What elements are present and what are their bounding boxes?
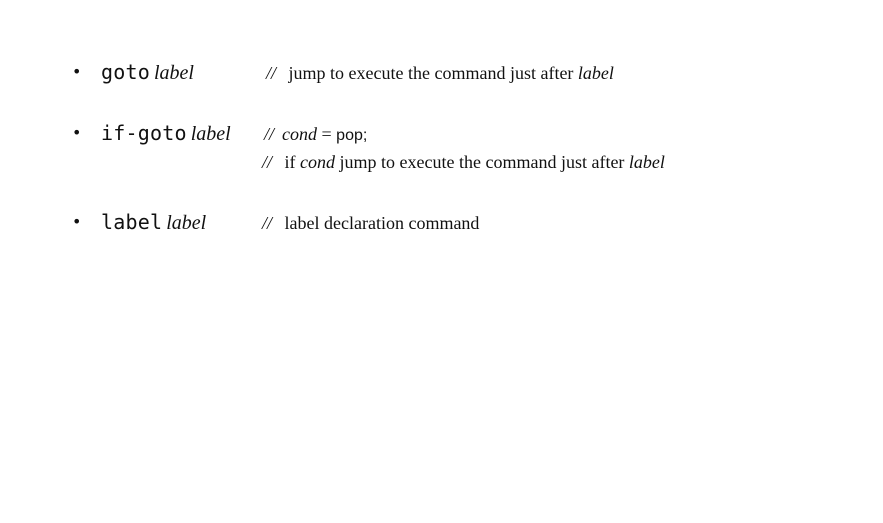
bullet: •: [72, 123, 82, 142]
command-argument: label: [190, 123, 231, 145]
command-keyword: label: [101, 210, 163, 234]
bullet: •: [72, 212, 82, 231]
comment-prefix: if: [284, 152, 296, 172]
comment-text: jump to execute the command just after: [288, 63, 574, 83]
comment-italic-cond: cond: [282, 124, 318, 144]
command-keyword: goto: [101, 60, 150, 84]
command-syntax: [101, 60, 194, 87]
comment-line: [262, 151, 665, 173]
comment-text: jump to execute the command just after: [339, 152, 625, 172]
comment-equals: =: [317, 124, 337, 144]
comment-italic-label: label: [577, 63, 614, 83]
comment-line: [266, 62, 614, 84]
command-argument: label: [166, 212, 207, 234]
command-argument: label: [153, 62, 194, 84]
comment-line: [264, 123, 367, 147]
command-syntax: [101, 121, 231, 148]
comment-slashes: //: [266, 63, 277, 83]
comment-slashes: //: [262, 213, 273, 233]
comment-italic-cond: cond: [300, 152, 336, 172]
comment-code: pop;: [336, 127, 368, 144]
comment-slashes: //: [262, 152, 273, 172]
comment-line: [262, 212, 479, 234]
command-keyword: if-goto: [101, 121, 187, 145]
comment-text: label declaration command: [284, 213, 480, 233]
command-syntax: [101, 210, 206, 237]
comment-slashes: //: [264, 124, 275, 144]
comment-italic-label: label: [628, 152, 665, 172]
bullet: •: [72, 62, 82, 81]
